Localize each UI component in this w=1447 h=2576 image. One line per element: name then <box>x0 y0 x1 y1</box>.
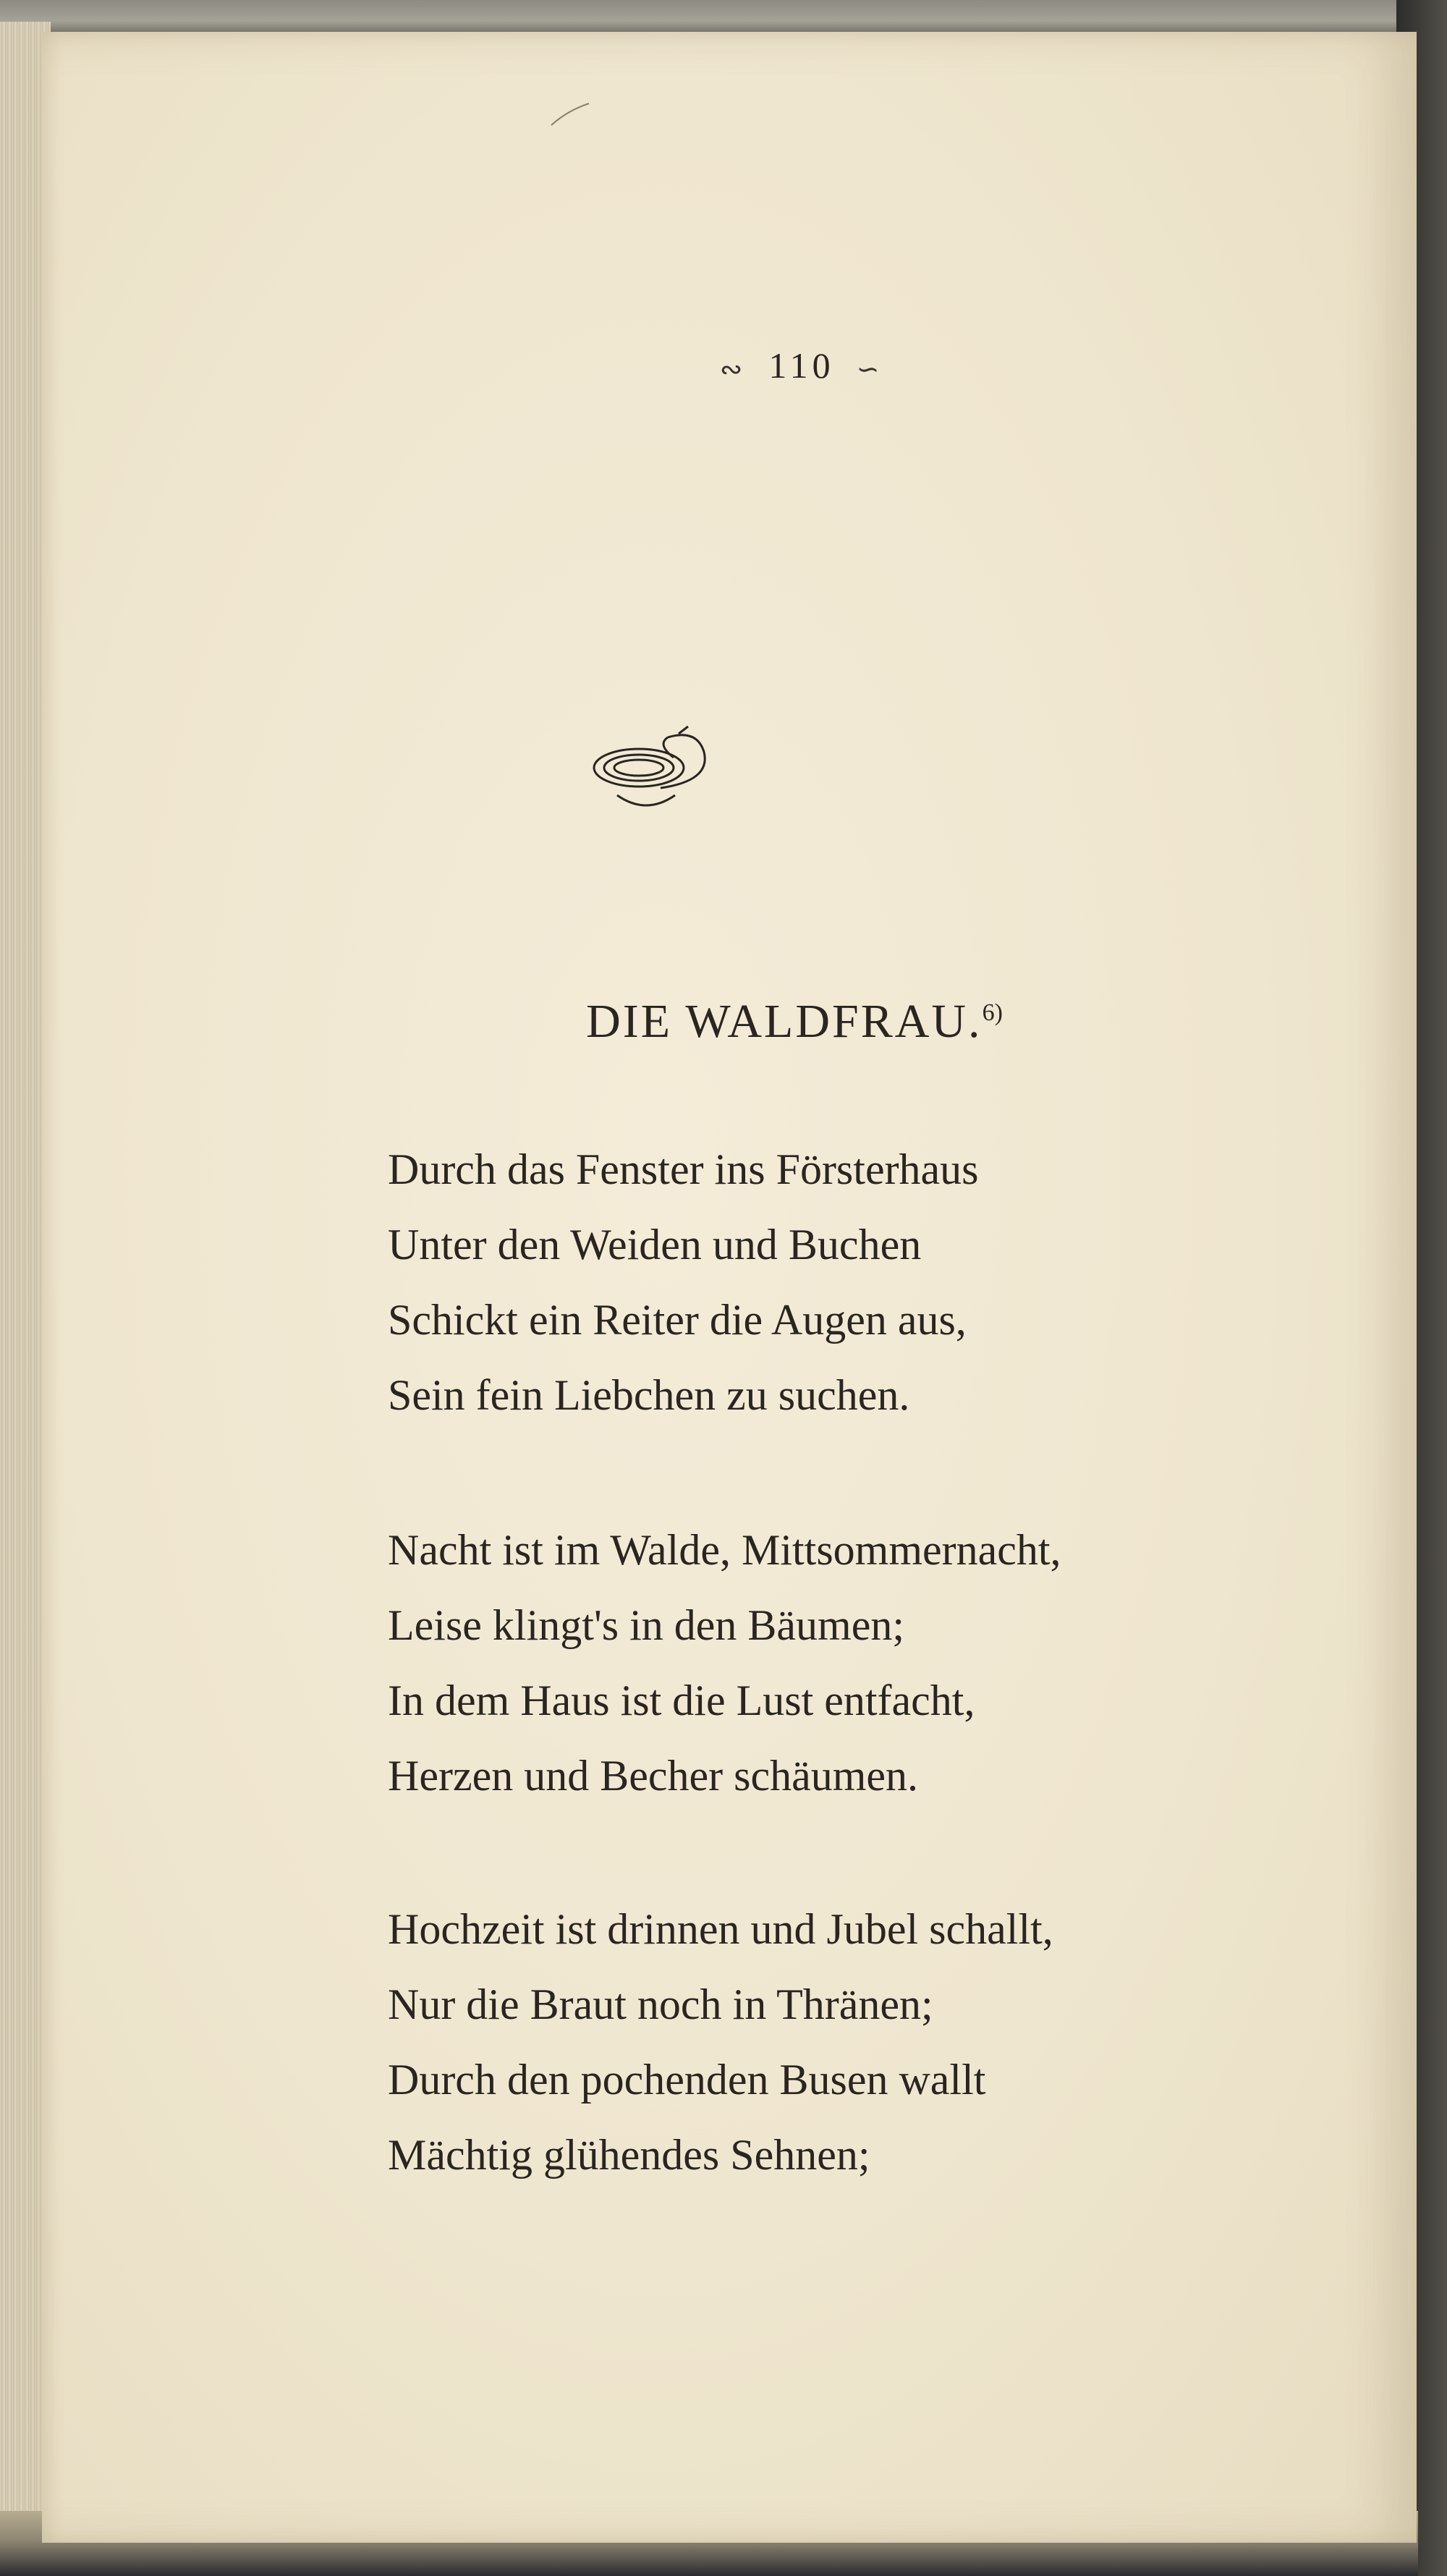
poem-stanza-1 <box>388 1132 1343 1433</box>
poem-line: Leise klingt's in den Bäumen; <box>388 1601 905 1649</box>
poem-line: Herzen und Becher schäumen. <box>388 1752 919 1800</box>
poem-line: Nur die Braut noch in Thränen; <box>388 1980 933 2028</box>
scroll-flourish-icon <box>588 723 718 817</box>
swirl-ornament-icon: ∽ <box>856 355 884 386</box>
poem-line: Unter den Weiden und Buchen <box>388 1221 922 1268</box>
book-cover-top-edge <box>0 0 1447 35</box>
footnote-reference: 6) <box>982 999 1003 1026</box>
page-number-header <box>664 344 939 386</box>
poem-line: Schickt ein Reiter die Augen aus, <box>388 1296 967 1344</box>
poem-stanza-3 <box>388 1891 1343 2192</box>
poem-line: In dem Haus ist die Lust entfacht, <box>388 1677 975 1724</box>
book-page <box>42 32 1417 2543</box>
poem-line: Sein fein Liebchen zu suchen. <box>388 1371 910 1419</box>
poem-line: Hochzeit ist drinnen und Jubel schallt, <box>388 1905 1053 1953</box>
poem-line: Nacht ist im Walde, Mittsommernacht, <box>388 1526 1061 1574</box>
page-number: 110 <box>768 345 835 386</box>
poem-title <box>476 994 1113 1049</box>
poem-stanza-2 <box>388 1512 1343 1813</box>
poem-line: Mächtig glühendes Sehnen; <box>388 2131 870 2179</box>
poem-line: Durch den pochenden Busen wallt <box>388 2056 986 2103</box>
pencil-mark-icon <box>548 101 592 130</box>
swirl-ornament-icon: ∾ <box>719 355 747 386</box>
poem-line: Durch das Fenster ins Försterhaus <box>388 1145 979 1193</box>
poem-title-text: DIE WALDFRAU. <box>586 995 983 1048</box>
